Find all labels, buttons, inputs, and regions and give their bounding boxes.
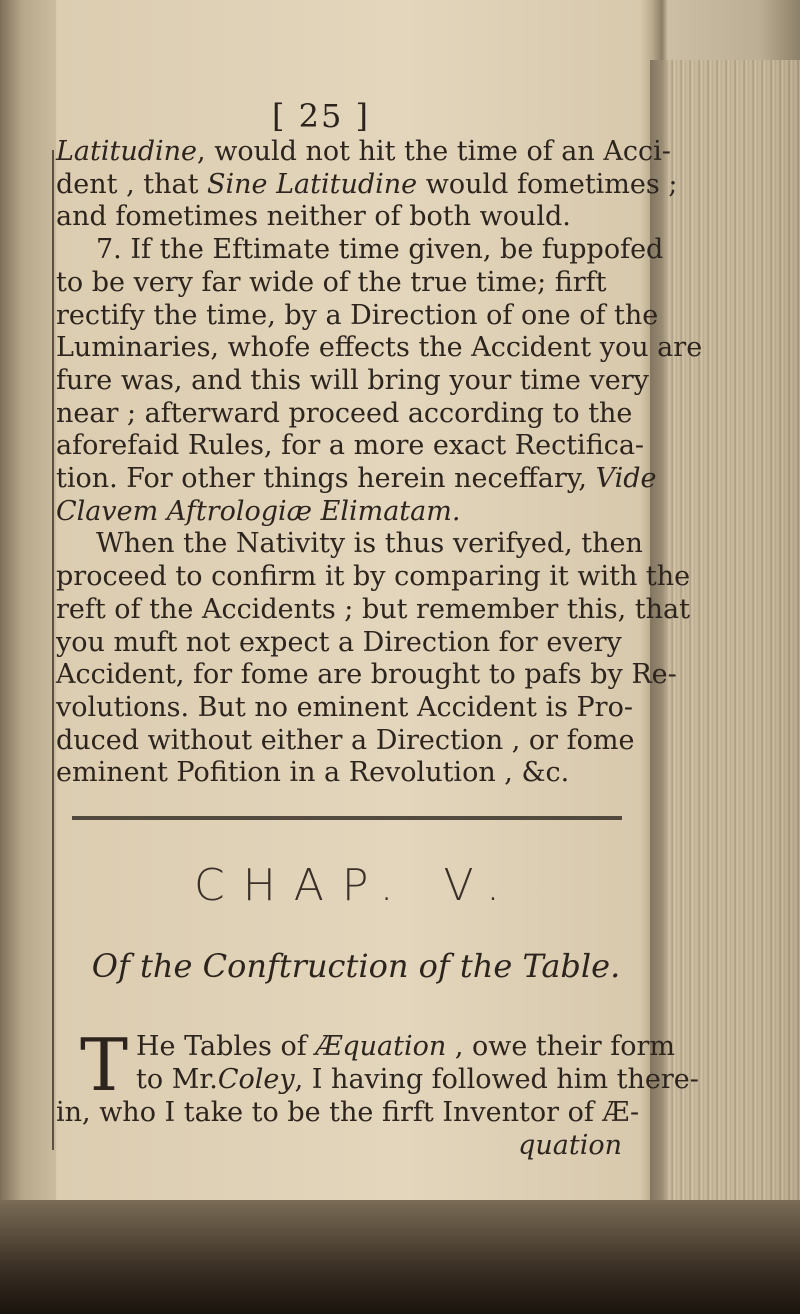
text-line: to Mr.Coley, I having followed him there- <box>136 1064 699 1096</box>
text-line: near ; afterward proceed according to the <box>56 397 633 429</box>
chapter-title: Of the Conftruction of the Table. <box>91 947 621 986</box>
text-line: Clavem Aftrologiæ Elimatam. <box>56 495 461 527</box>
text-line: tion. For other things herein neceffary, Vide <box>56 463 657 495</box>
catchword: quation <box>518 1130 622 1162</box>
text-line: in, who I take to be the firft Inventor of Æ- <box>56 1097 640 1129</box>
drop-cap: T <box>80 1023 129 1108</box>
text-line: rectify the time, by a Direction of one of the <box>56 299 659 331</box>
paragraph <box>56 136 703 790</box>
text-line: dent , that Sine Latitudine would fometimes ; <box>56 168 678 200</box>
text-line: 7. If the Eftimate time given, be fuppofed <box>96 234 664 266</box>
text-line: eminent Pofition in a Revolution , &c. <box>56 757 570 789</box>
text-line: and fometimes neither of both would. <box>56 201 571 233</box>
text-line: When the Nativity is thus verifyed, then <box>96 528 643 560</box>
text-line: He Tables of Æquation , owe their form <box>136 1031 676 1063</box>
page-number: [ 25 ] <box>271 97 371 135</box>
text-line: to be very far wide of the true time; firft <box>56 266 607 298</box>
book-bottom-edge <box>0 1200 800 1314</box>
section-paragraph <box>56 1023 699 1162</box>
left-page-edge <box>0 0 56 1314</box>
text-line: volutions. But no eminent Accident is Pro- <box>56 691 633 723</box>
text-line: you muft not expect a Direction for every <box>56 626 622 658</box>
text-line: duced without either a Direction , or fome <box>56 724 635 756</box>
chapter-heading: CHAP. V. <box>194 860 518 912</box>
text-line: aforefaid Rules, for a more exact Rectifica- <box>56 430 645 462</box>
page <box>56 96 703 1162</box>
text-line: Luminaries, whofe effects the Accident you are <box>56 332 703 364</box>
text-line: reft of the Accidents ; but remember this, that <box>56 593 690 625</box>
text-line: Latitudine, would not hit the time of an Acci- <box>56 136 671 167</box>
text-line: Accident, for fome are brought to pafs by Re- <box>56 659 677 691</box>
gutter-line <box>52 150 54 1150</box>
text-line: proceed to confirm it by comparing it with the <box>56 561 691 593</box>
text-line: fure was, and this will bring your time very <box>56 364 649 396</box>
horizontal-rule <box>72 816 622 820</box>
